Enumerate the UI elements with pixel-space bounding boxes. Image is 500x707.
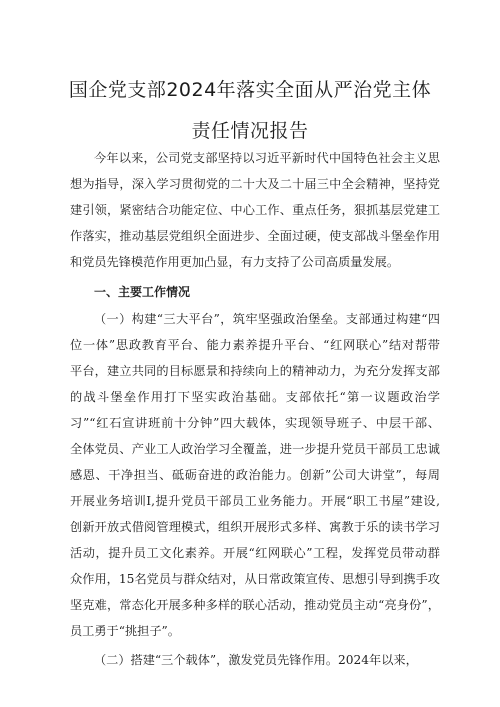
paragraph-line: 想为指导，深入学习贯彻党的二十大及二十届三中全会精神，坚持党 xyxy=(70,177,440,191)
paragraph-line: 和党员先锋模范作用更加凸显，有力支持了公司高质量发展。 xyxy=(70,255,400,269)
section-heading: 一、主要工作情况 xyxy=(94,285,191,299)
paragraph-line: 众作用，15名党员与群众结对，从日常政策宣传、思想引导到携手攻 xyxy=(70,572,440,586)
document-title-line-1: 国企党支部2024年落实全面从严治党主体 xyxy=(68,79,432,101)
paragraph-line: （二）搭建“三个载体”，激发党员先锋作用。2024年以来， xyxy=(94,653,418,667)
paragraph-line: 平台，建立共同的目标愿景和持续向上的精神动力，为充分发挥支部 xyxy=(70,364,440,378)
paragraph-line: 建引领，紧密结合功能定位、中心工作、重点任务，狠抓基层党建工 xyxy=(70,203,440,217)
document-title-line-2: 责任情况报告 xyxy=(191,120,309,142)
paragraph-line: （一）构建“三大平台”，筑牢坚强政治堡垒。支部通过构建“四 xyxy=(94,312,440,326)
paragraph-line: 习”“红石宣讲班前十分钟”四大载体，实现领导班子、中层干部、 xyxy=(70,416,440,430)
paragraph-line: 活动，提升员工文化素养。开展“红网联心”工程，发挥党员带动群 xyxy=(70,546,440,560)
paragraph-line: 开展业务培训I,提升党员干部员工业务能力。开展“职工书屋”建设, xyxy=(70,494,440,508)
paragraph-line: 今年以来，公司党支部坚持以习近平新时代中国特色社会主义思 xyxy=(94,151,440,165)
paragraph-line: 全体党员、产业工人政治学习全覆盖，进一步提升党员干部员工忠诚 xyxy=(70,442,440,456)
paragraph-line: 的战斗堡垒作用打下坚实政治基础。支部依托“第一议题政治学 xyxy=(70,390,440,404)
paragraph-line: 感恩、干净担当、砥砺奋进的政治能力。创新”公司大讲堂”，每周 xyxy=(70,468,440,482)
paragraph-line: 员工勇于“挑担子”。 xyxy=(70,624,180,638)
paragraph-line: 作落实，推动基层党组织全面进步、全面过硬，使支部战斗堡垒作用 xyxy=(70,229,440,243)
paragraph-line: 坚克难，常态化开展多种多样的联心活动，推动党员主动“亮身份”， xyxy=(70,598,440,612)
paragraph-line: 创新开放式借阅管理模式，组织开展形式多样、寓教于乐的读书学习 xyxy=(70,520,440,534)
paragraph-line: 位一体”思政教育平台、能力素养提升平台、“红网联心”结对帮带 xyxy=(70,338,440,352)
